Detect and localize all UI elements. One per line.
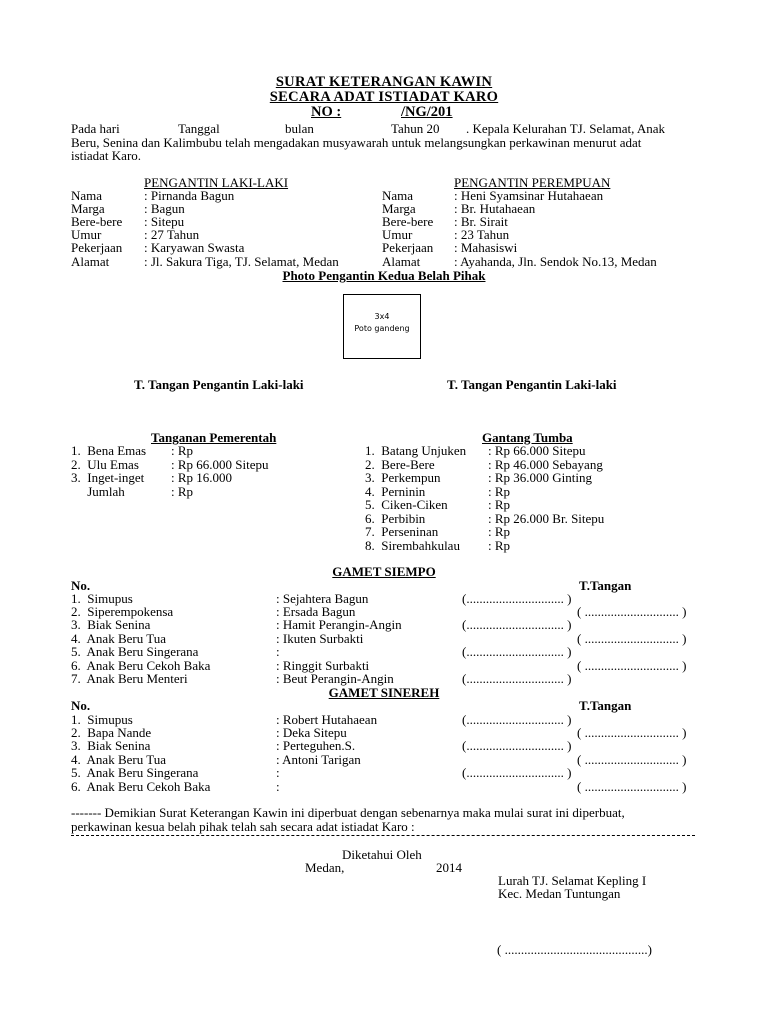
tanganan-item-label: 3. Inget-inget [71, 470, 145, 485]
known-by-label: Diketahui Oleh [342, 847, 422, 862]
siempo-role: 3. Biak Senina [71, 617, 151, 632]
gantang-item-label: 4. Perninin [365, 484, 426, 499]
sinereh-sign: ( ............................. ) [577, 752, 687, 767]
sinereh-name: : Deka Sitepu [276, 725, 347, 740]
sinereh-sign: ( ............................. ) [577, 779, 687, 794]
bride-job-value: : Mahasiswi [454, 240, 518, 255]
siempo-sign: (.............................. ) [462, 617, 572, 632]
bride-job-label: Pekerjaan [382, 240, 434, 255]
groom-marga-label: Marga [71, 201, 105, 216]
sinereh-role: 4. Anak Beru Tua [71, 752, 166, 767]
sinereh-name: : Perteguhen.S. [276, 738, 356, 753]
document-number-suffix: /NG/201 [401, 104, 453, 120]
groom-address-value: : Jl. Sakura Tiga, TJ. Selamat, Medan [144, 254, 339, 269]
bride-marga-value: : Br. Hutahaean [454, 201, 536, 216]
intro-day: Pada hari [71, 121, 120, 136]
siempo-name: : Beut Perangin-Angin [276, 671, 394, 686]
bride-heading: PENGANTIN PEREMPUAN [454, 175, 611, 190]
gantang-item-label: 5. Ciken-Ciken [365, 497, 448, 512]
sinereh-sign: (.............................. ) [462, 765, 572, 780]
tanganan-item-label: 2. Ulu Emas [71, 457, 139, 472]
siempo-role: 2. Siperempokensa [71, 604, 174, 619]
sinereh-sign: (.............................. ) [462, 738, 572, 753]
sinereh-role: 5. Anak Beru Singerana [71, 765, 199, 780]
photo-size: 3x4 [374, 312, 390, 321]
sinereh-role: 2. Bapa Nande [71, 725, 152, 740]
groom-marga-value: : Bagun [144, 201, 185, 216]
groom-heading: PENGANTIN LAKI-LAKI [144, 175, 289, 190]
sinereh-name: : Antoni Tarigan [276, 752, 361, 767]
groom-job-value: : Karyawan Swasta [144, 240, 245, 255]
groom-age-label: Umur [71, 227, 102, 242]
groom-berebere-value: : Sitepu [144, 214, 185, 229]
bride-address-value: : Ayahanda, Jln. Sendok No.13, Medan [454, 254, 657, 269]
gantang-item-value: : Rp 36.000 Ginting [488, 470, 593, 485]
siempo-sign: (.............................. ) [462, 644, 572, 659]
tanganan-total-value: : Rp [171, 484, 194, 499]
siempo-sign: (.............................. ) [462, 591, 572, 606]
siempo-name: : Hamit Perangin-Angin [276, 617, 402, 632]
gantang-item-label: 7. Perseninan [365, 524, 439, 539]
groom-address-label: Alamat [71, 254, 110, 269]
photo-placeholder-box [343, 294, 421, 359]
siempo-role: 5. Anak Beru Singerana [71, 644, 199, 659]
siempo-signature-label: T.Tangan [579, 578, 632, 593]
bride-name-label: Nama [382, 188, 414, 203]
sinereh-no-label: No. [71, 698, 91, 713]
intro-line3: istiadat Karo. [71, 148, 142, 163]
sinereh-role: 1. Simupus [71, 712, 133, 727]
bride-address-label: Alamat [382, 254, 421, 269]
siempo-role: 4. Anak Beru Tua [71, 631, 166, 646]
sinereh-name: : Robert Hutahaean [276, 712, 378, 727]
siempo-name: : Sejahtera Bagun [276, 591, 369, 606]
gantang-item-value: : Rp 66.000 Sitepu [488, 443, 586, 458]
official-signature-line: ( ............................................) [497, 942, 652, 957]
siempo-name: : [276, 644, 280, 659]
groom-signature-label: T. Tangan Pengantin Laki-laki [134, 377, 304, 392]
sinereh-name: : [276, 765, 280, 780]
tanganan-item-value: : Rp 66.000 Sitepu [171, 457, 269, 472]
bride-age-label: Umur [382, 227, 413, 242]
sinereh-signature-label: T.Tangan [579, 698, 632, 713]
gantang-item-label: 8. Sirembahkulau [365, 538, 460, 553]
year-label: 2014 [436, 860, 462, 875]
gantang-item-label: 1. Batang Unjuken [365, 443, 467, 458]
bride-signature-label: T. Tangan Pengantin Laki-laki [447, 377, 617, 392]
gantang-item-value: : Rp [488, 497, 511, 512]
siempo-role: 6. Anak Beru Cekoh Baka [71, 658, 211, 673]
bride-marga-label: Marga [382, 201, 416, 216]
closing-line2: perkawinan kesua belah pihak telah sah secara adat istiadat Karo : [71, 819, 415, 834]
siempo-name: : Ikuten Surbakti [276, 631, 364, 646]
official-title: Lurah TJ. Selamat Kepling I [498, 873, 647, 888]
groom-name-value: : Pirnanda Bagun [144, 188, 235, 203]
siempo-sign: ( ............................. ) [577, 604, 687, 619]
gantang-item-label: 3. Perkempun [365, 470, 441, 485]
intro-line2: Beru, Senina dan Kalimbubu telah mengadakan musyawarah untuk melangsungkan perkawinan menurut adat [71, 135, 642, 150]
gantang-item-label: 6. Perbibin [365, 511, 426, 526]
groom-name-label: Nama [71, 188, 103, 203]
photo-caption: Poto gandeng [354, 324, 410, 333]
siempo-name: : Ersada Bagun [276, 604, 356, 619]
photo-heading: Photo Pengantin Kedua Belah Pihak [282, 268, 486, 283]
groom-berebere-label: Bere-bere [71, 214, 123, 229]
intro-year: Tahun 20 [391, 121, 440, 136]
bride-berebere-label: Bere-bere [382, 214, 434, 229]
tanganan-item-value: : Rp [171, 443, 194, 458]
sinereh-sign: (.............................. ) [462, 712, 572, 727]
siempo-no-label: No. [71, 578, 91, 593]
sinereh-heading: GAMET SINEREH [328, 685, 440, 700]
gantang-item-value: : Rp [488, 538, 511, 553]
closing-line1: ------- Demikian Surat Keterangan Kawin ini diperbuat dengan sebenarnya maka mulai surat ini diperbuat, [71, 805, 625, 820]
gantang-item-value: : Rp 26.000 Br. Sitepu [488, 511, 605, 526]
siempo-heading: GAMET SIEMPO [332, 564, 436, 579]
gantang-heading: Gantang Tumba [482, 430, 573, 445]
tanganan-item-value: : Rp 16.000 [171, 470, 233, 485]
siempo-sign: ( ............................. ) [577, 631, 687, 646]
intro-line1-rest: . Kepala Kelurahan TJ. Selamat, Anak [466, 121, 666, 136]
sinereh-role: 6. Anak Beru Cekoh Baka [71, 779, 211, 794]
tanganan-item-label: 1. Bena Emas [71, 443, 147, 458]
document-title: SURAT KETERANGAN KAWIN [275, 74, 493, 90]
sinereh-name: : [276, 779, 280, 794]
document-number-label: NO : [311, 104, 342, 120]
siempo-role: 7. Anak Beru Menteri [71, 671, 188, 686]
bride-name-value: : Heni Syamsinar Hutahaean [454, 188, 604, 203]
groom-job-label: Pekerjaan [71, 240, 123, 255]
gantang-item-value: : Rp [488, 484, 511, 499]
groom-age-value: : 27 Tahun [144, 227, 200, 242]
intro-month: bulan [285, 121, 314, 136]
bride-berebere-value: : Br. Sirait [454, 214, 508, 229]
place-label: Medan, [305, 860, 345, 875]
sinereh-role: 3. Biak Senina [71, 738, 151, 753]
tanganan-total-label: Jumlah [71, 484, 125, 499]
document-subtitle: SECARA ADAT ISTIADAT KARO [269, 89, 499, 105]
gantang-item-value: : Rp 46.000 Sebayang [488, 457, 603, 472]
tanganan-heading: Tanganan Pemerentah [151, 430, 277, 445]
intro-date: Tanggal [178, 121, 220, 136]
gantang-item-label: 2. Bere-Bere [365, 457, 435, 472]
official-district: Kec. Medan Tuntungan [498, 886, 621, 901]
siempo-name: : Ringgit Surbakti [276, 658, 370, 673]
bride-age-value: : 23 Tahun [454, 227, 510, 242]
separator-line [71, 835, 695, 836]
gantang-item-value: : Rp [488, 524, 511, 539]
siempo-role: 1. Simupus [71, 591, 133, 606]
siempo-sign: ( ............................. ) [577, 658, 687, 673]
sinereh-sign: ( ............................. ) [577, 725, 687, 740]
siempo-sign: (.............................. ) [462, 671, 572, 686]
